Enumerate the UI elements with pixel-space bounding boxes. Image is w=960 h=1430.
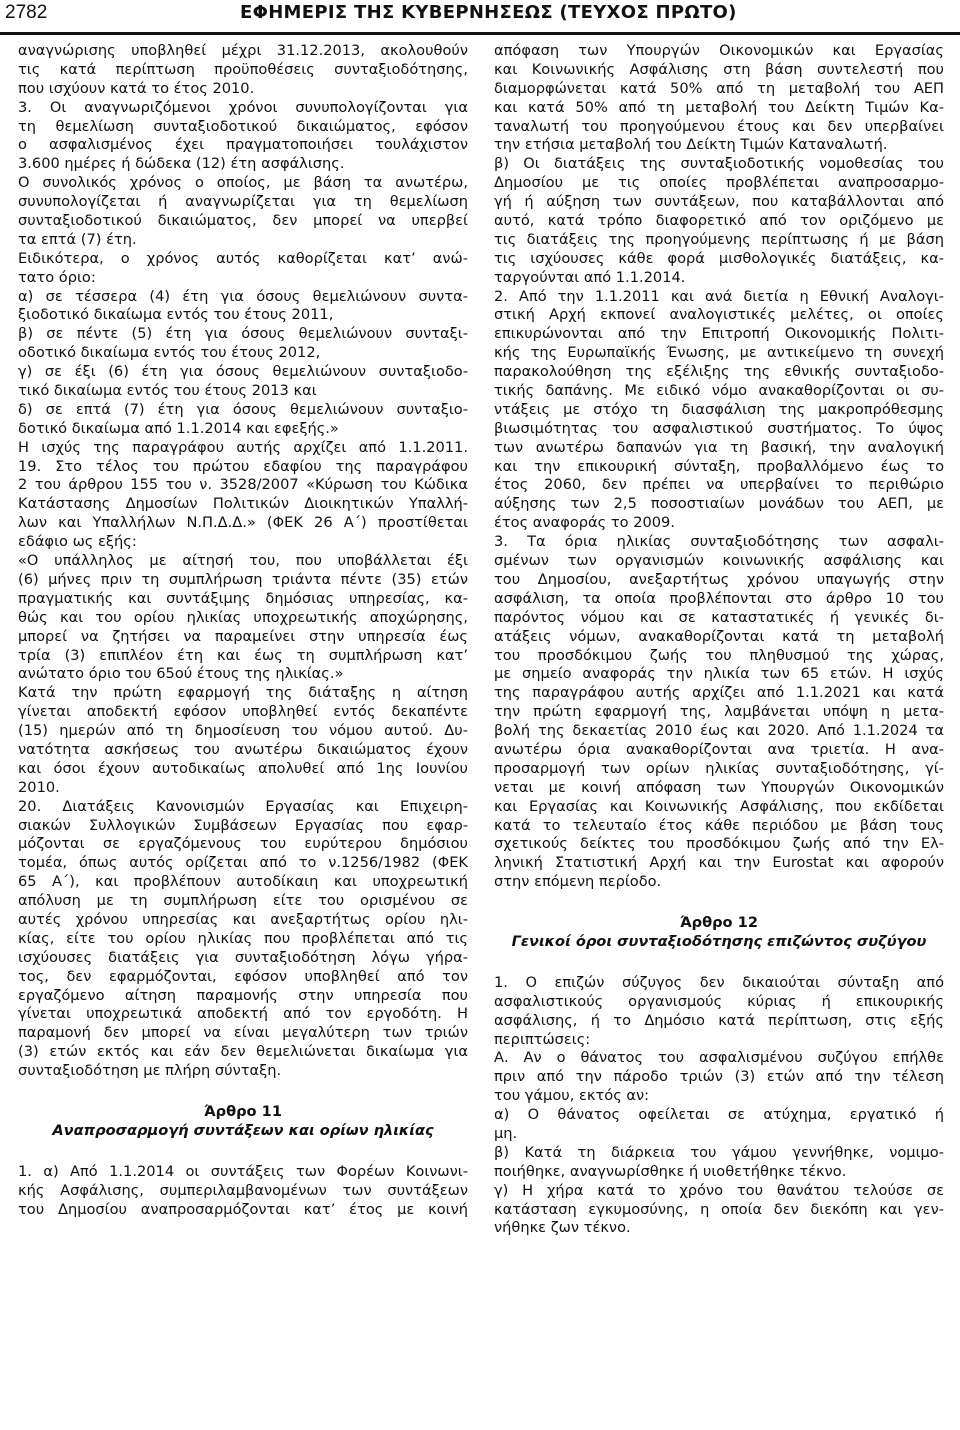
text-line: σιακών Συλλογικών Συμβάσεων Εργασίας που εφαρ-: [18, 816, 468, 834]
article-heading: Αναπροσαρμογή συντάξεων και ορίων ηλικίας: [52, 1121, 434, 1139]
text-line: την πρώτη εφαρμογή της, λαμβάνεται υπόψη η μετα-: [494, 703, 944, 721]
spacer: [18, 1081, 468, 1103]
text-line: αύξησης των 2,5 ποσοστιαίων μονάδων του ΑΕΠ, με: [494, 495, 944, 513]
text-line: παρόντος νόμου και σε καταστατικές ή γενικές δι-: [494, 608, 944, 626]
text-line: ξιοδοτικό δικαίωμα εντός του έτους 2011,: [18, 306, 334, 324]
text-line: (15) ημερών από τη δημοσίευση του νόμου αυτού. Δυ-: [18, 722, 468, 740]
text-line: (3) ετών εκτός και εάν δεν θεμελιώνεται δικαίωμα για: [18, 1043, 468, 1061]
text-line: τις ισχύουσες κάθε φορά μισθολογικές διατάξεις, κα-: [494, 249, 944, 267]
text-line: 3.600 ημέρες ή δώδεκα (12) έτη ασφάλισης.: [18, 155, 345, 173]
text-line: Α. Αν ο θάνατος του ασφαλισμένου συζύγου επήλθε: [494, 1049, 944, 1067]
text-line: δ) σε επτά (7) έτη για όσους θεμελιώνουν συνταξιο-: [18, 400, 468, 418]
text-line: Κατάστασης Δημοσίων Πολιτικών Διοικητικών Υπαλλή-: [18, 495, 468, 513]
text-line: στική Αρχή εκπονεί αναλογιστικές μελέτες, οι οποίες: [494, 306, 944, 324]
text-line: 2 του άρθρου 155 του ν. 3528/2007 «Κύρωση του Κώδικα: [18, 476, 468, 494]
text-line: μόζονται σε εργαζόμενους του ευρύτερου δημόσιου: [18, 835, 468, 853]
text-line: μπορεί να ζητήσει να παραμείνει στην υπηρεσία έως: [18, 627, 468, 645]
text-line: απόφαση των Υπουργών Οικονομικών και Εργασίας: [494, 42, 944, 59]
text-line: τικό δικαίωμα εντός του έτους 2013 και: [18, 382, 317, 400]
text-line: κίας, είτε του ορίου ηλικίας που προβλέπεται από τις: [18, 929, 468, 947]
text-line: κής της Ευρωπαϊκής Ένωσης, με αντικείμενο τη συνεχή: [494, 344, 944, 362]
text-line: ασφάλισης, ή το Δημόσιο κατά περίπτωση, στις εξής: [494, 1011, 944, 1029]
text-line: 3. Τα όρια ηλικίας συνταξιοδότησης των ασφαλι-: [494, 533, 944, 551]
text-line: προσαρμογή των ορίων ηλικίας συνταξιοδότησης, γί-: [494, 759, 944, 777]
text-line: ανώτατο όριο του 65ού έτους της ηλικίας.»: [18, 665, 344, 683]
text-line: επικυρώνονται από την Επιτροπή Οικονομικής Πολιτι-: [494, 325, 944, 343]
text-line: σμένων των οργανισμών κοινωνικής ασφάλισης και: [494, 552, 944, 570]
text-line: β) Οι διατάξεις της συνταξιοδοτικής νομοθεσίας του: [494, 155, 944, 173]
text-line: αναγνώρισης υποβληθεί μέχρι 31.12.2013, ακολουθούν: [18, 42, 468, 59]
text-line: τικής δαπάνης. Με ειδικό νόμο ανακαθορίζονται οι συ-: [494, 382, 944, 400]
text-line: 2. Από την 1.1.2011 και ανά διετία η Εθνική Αναλογι-: [494, 287, 944, 305]
text-line: ασφαλιστικούς οργανισμούς κύριας ή επικουρικής: [494, 992, 944, 1010]
text-line: κής Ασφάλισης, συμπεριλαμβανομένων των συντάξεων: [18, 1181, 468, 1199]
text-line: έτος αναφοράς το 2009.: [494, 514, 675, 532]
text-line: ληνική Στατιστική Αρχή και την Eurostat και αφορούν: [494, 854, 944, 872]
spacer: [494, 892, 944, 914]
text-line: περιπτώσεις:: [494, 1030, 591, 1048]
page-number: 2782: [5, 2, 48, 23]
text-line: ο ασφαλισμένος έχει πραγματοποιήσει τουλάχιστον: [18, 136, 468, 154]
text-line: κατά το τελευταίο έτος κάθε περιόδου με βάση τους: [494, 816, 944, 834]
text-line: νεται με κοινή απόφαση των Υπουργών Οικονομικών: [494, 778, 944, 796]
text-line: παρακολούθηση της εξέλιξης της εθνικής συνταξιοδο-: [494, 363, 944, 381]
text-line: τη θεμελίωση συνταξιοδοτικού δικαιώματος, εφόσον: [18, 117, 468, 135]
text-line: ντάξεις με στόχο τη διασφάλιση της μακροπρόθεσμης: [494, 400, 944, 418]
text-line: τις κατά περίπτωση προϋποθέσεις συνταξιοδότησης,: [18, 60, 468, 78]
text-line: την ετήσια μεταβολή του Δείκτη Τιμών Καταναλωτή.: [494, 136, 888, 154]
left-column: [18, 42, 468, 1219]
text-line: και κατά 50% από τη μεταβολή του Δείκτη Τιμών Κα-: [494, 98, 944, 116]
text-line: Δημοσίου με τις οποίες προβλέπεται αναπροσαρμο-: [494, 174, 944, 192]
text-line: συνταξιοδότηση με πλήρη σύνταξη.: [18, 1062, 282, 1080]
text-line: λων και Υπαλλήλων Ν.Π.Δ.Δ.» (ΦΕΚ 26 Α΄) προστίθεται: [18, 514, 468, 532]
text-line: α) Ο θάνατος οφείλεται σε ατύχημα, εργατικό ή: [494, 1106, 944, 1124]
text-line: τα επτά (7) έτη.: [18, 230, 137, 248]
right-column: [494, 42, 944, 1238]
text-line: Ο συνολικός χρόνος ο οποίος, με βάση τα ανωτέρω,: [18, 174, 468, 192]
text-line: ασφάλιση, τα οποία προβλέπονται στο άρθρο 10 του: [494, 589, 944, 607]
text-line: ταναλωτή του προηγούμενου έτους και δεν υπερβαίνει: [494, 117, 944, 135]
text-line: ατάξεις νόμων, ανακαθορίζονται κατά τη μεταβολή: [494, 627, 944, 645]
text-line: έτος 2060, δεν πρέπει να υπερβαίνει το περιθώριο: [494, 476, 944, 494]
text-line: δοτικό δικαίωμα από 1.1.2014 και εφεξής.»: [18, 419, 339, 437]
text-line: ισχύουσες διατάξεις για συνταξιοδότηση λόγω γήρα-: [18, 948, 468, 966]
text-line: τρία (3) επιπλέον έτη και έως τη συμπλήρωση κατ’: [18, 646, 468, 664]
text-line: νήθηκε ζων τέκνο.: [494, 1219, 631, 1237]
text-line: τις διατάξεις της προηγούμενης περίπτωσης ή με βάση: [494, 230, 944, 248]
text-line: ανωτέρω όρια ανακαθορίζονται ανα τριετία. Η ανα-: [494, 740, 944, 758]
article-heading: Γενικοί όροι συνταξιοδότησης επιζώντος συζύγου: [511, 932, 927, 950]
text-line: 65 Α΄), και προβλέπουν αυτοδίκαιη και υποχρεωτική: [18, 873, 468, 891]
text-line: ποιήθηκε, αναγνωρίσθηκε ή υιοθετήθηκε τέκνο.: [494, 1162, 847, 1180]
article-heading: Άρθρο 12: [680, 914, 758, 932]
header-rule: [0, 32, 960, 35]
text-line: βιωσιμότητας του ασφαλιστικού συστήματος. Το ύψος: [494, 419, 944, 437]
text-line: τομέα, όπως αυτός ορίζεται από το ν.1256/1982 (ΦΕΚ: [18, 854, 468, 872]
text-line: «Ο υπάλληλος με αίτησή του, που υποβάλλεται έξι: [18, 552, 468, 570]
text-line: γ) Η χήρα κατά το χρόνο του θανάτου τελούσε σε: [494, 1181, 944, 1199]
spacer: [18, 1141, 468, 1163]
text-line: συνταξιοδοτικού δικαιώματος, δεν μπορεί να υπερβεί: [18, 212, 468, 230]
text-line: θώς και του ορίου ηλικίας υποχρεωτικής αποχώρησης,: [18, 608, 468, 626]
text-line: διαμορφώνεται κατά 50% από τη μεταβολή του ΑΕΠ: [494, 79, 944, 97]
text-line: ταργούνται από 1.1.2014.: [494, 268, 686, 286]
text-line: Η ισχύς της παραγράφου αυτής αρχίζει από 1.1.2011.: [18, 438, 468, 456]
text-line: γ) σε έξι (6) έτη για όσους θεμελιώνουν συνταξιοδο-: [18, 363, 468, 381]
text-line: γίνεται αποδεκτή εφόσον υποβληθεί εντός δεκαπέντε: [18, 703, 468, 721]
text-line: 3. Οι αναγνωριζόμενοι χρόνοι συνυπολογίζονται για: [18, 98, 468, 116]
text-line: (6) μήνες πριν τη συμπλήρωση τριάντα πέντε (35) ετών: [18, 570, 468, 588]
text-line: της παραγράφου αυτής αρχίζει από 1.1.2021 και κατά: [494, 684, 944, 702]
text-line: πριν από την πάροδο τριών (3) ετών από την τέλεση: [494, 1068, 944, 1086]
text-line: εργαζόμενο αίτηση παραμονής στην υπηρεσία που: [18, 986, 468, 1004]
text-line: Ειδικότερα, ο χρόνος αυτός καθορίζεται κατ’ ανώ-: [18, 249, 468, 267]
text-line: αυτές χρόνου υπηρεσίας και ανεξαρτήτως ορίου ηλι-: [18, 910, 468, 928]
text-line: του γάμου, εκτός αν:: [494, 1087, 650, 1105]
text-line: τατο όριο:: [18, 268, 96, 286]
text-line: συνυπολογίζεται ή αναγνωρίζεται για τη θεμελίωση: [18, 193, 468, 211]
text-line: και Κοινωνικής Ασφάλισης στη βάση συντελεστή που: [494, 60, 944, 78]
text-line: με σημείο αναφοράς την ηλικία των 65 ετών. Η ισχύς: [494, 665, 944, 683]
text-line: 20. Διατάξεις Κανονισμών Εργασίας και Επιχειρη-: [18, 797, 468, 815]
text-line: οδοτικό δικαίωμα εντός του έτους 2012,: [18, 344, 321, 362]
text-line: τος, δεν εφαρμόζονται, εφόσον υποβληθεί από τον: [18, 967, 468, 985]
text-line: α) σε τέσσερα (4) έτη για όσους θεμελιώνουν συντα-: [18, 287, 468, 305]
text-line: Κατά την πρώτη εφαρμογή της διάταξης η αίτηση: [18, 684, 468, 702]
text-line: και την επικουρική σύνταξη, προβαλλόμενο έως το: [494, 457, 944, 475]
text-line: παραμονή δεν μπορεί να είναι μεγαλύτερη των τριών: [18, 1024, 468, 1042]
page-header: [0, 0, 960, 40]
text-line: εδάφιο ως εξής:: [18, 533, 137, 551]
text-line: σχετικούς δείκτες του προσδόκιμου ζωής από την Ελ-: [494, 835, 944, 853]
text-line: μη.: [494, 1124, 518, 1142]
text-line: του προσδόκιμου ζωής του πληθυσμού της χώρας,: [494, 646, 944, 664]
text-line: αυτό, κατά τρόπο διαφορετικό από τον οριζόμενο με: [494, 212, 944, 230]
text-line: απόλυση με τη συμπλήρωση είτε του ορισμένου σε: [18, 892, 468, 910]
text-line: β) Κατά τη διάρκεια του γάμου γεννήθηκε, νομιμο-: [494, 1143, 944, 1161]
journal-title: ΕΦΗΜΕΡΙΣ ΤΗΣ ΚΥΒΕΡΝΗΣΕΩΣ (ΤΕΥΧΟΣ ΠΡΩΤΟ): [240, 2, 737, 23]
text-line: γή ή αύξηση των συντάξεων, που καταβάλλονται από: [494, 193, 944, 211]
text-line: 2010.: [18, 778, 60, 796]
text-line: και όσοι έχουν αυτοδικαίως απολυθεί από 1ης Ιουνίου: [18, 759, 468, 777]
text-line: νατότητα ασκήσεως του ανωτέρω δικαιώματος έχουν: [18, 740, 468, 758]
text-line: β) σε πέντε (5) έτη για όσους θεμελιώνουν συνταξι-: [18, 325, 468, 343]
text-line: κατάσταση εγκυμοσύνης, η οποία δεν διεκόπη και γεν-: [494, 1200, 944, 1218]
text-line: 19. Στο τέλος του πρώτου εδαφίου της παραγράφου: [18, 457, 468, 475]
article-heading: Άρθρο 11: [204, 1102, 282, 1120]
text-line: πραγματικής και συντάξιμης δημόσιας υπηρεσίας, κα-: [18, 589, 468, 607]
text-line: που ισχύουν κατά το έτος 2010.: [18, 79, 255, 97]
spacer: [494, 952, 944, 974]
text-line: βολή της δεκαετίας 2010 έως και 2020. Από 1.1.2024 τα: [494, 722, 944, 740]
text-line: 1. Ο επιζών σύζυγος δεν δικαιούται σύνταξη από: [494, 973, 944, 991]
text-line: στην επόμενη περίοδο.: [494, 873, 662, 891]
text-line: των ανωτέρω δαπανών για τη βασική, την αναλογική: [494, 438, 944, 456]
text-line: 1. α) Από 1.1.2014 οι συντάξεις των Φορέων Κοινωνι-: [18, 1162, 468, 1180]
text-line: και Εργασίας και Κοινωνικής Ασφάλισης, που εκδίδεται: [494, 797, 944, 815]
text-line: του Δημοσίου, ανεξαρτήτως χρόνου υπαγωγής στην: [494, 570, 944, 588]
text-line: του Δημοσίου αναπροσαρμόζονται κατ’ έτος με κοινή: [18, 1200, 468, 1218]
text-line: γίνεται υποχρεωτικά αποδεκτή από τον εργοδότη. Η: [18, 1005, 468, 1023]
